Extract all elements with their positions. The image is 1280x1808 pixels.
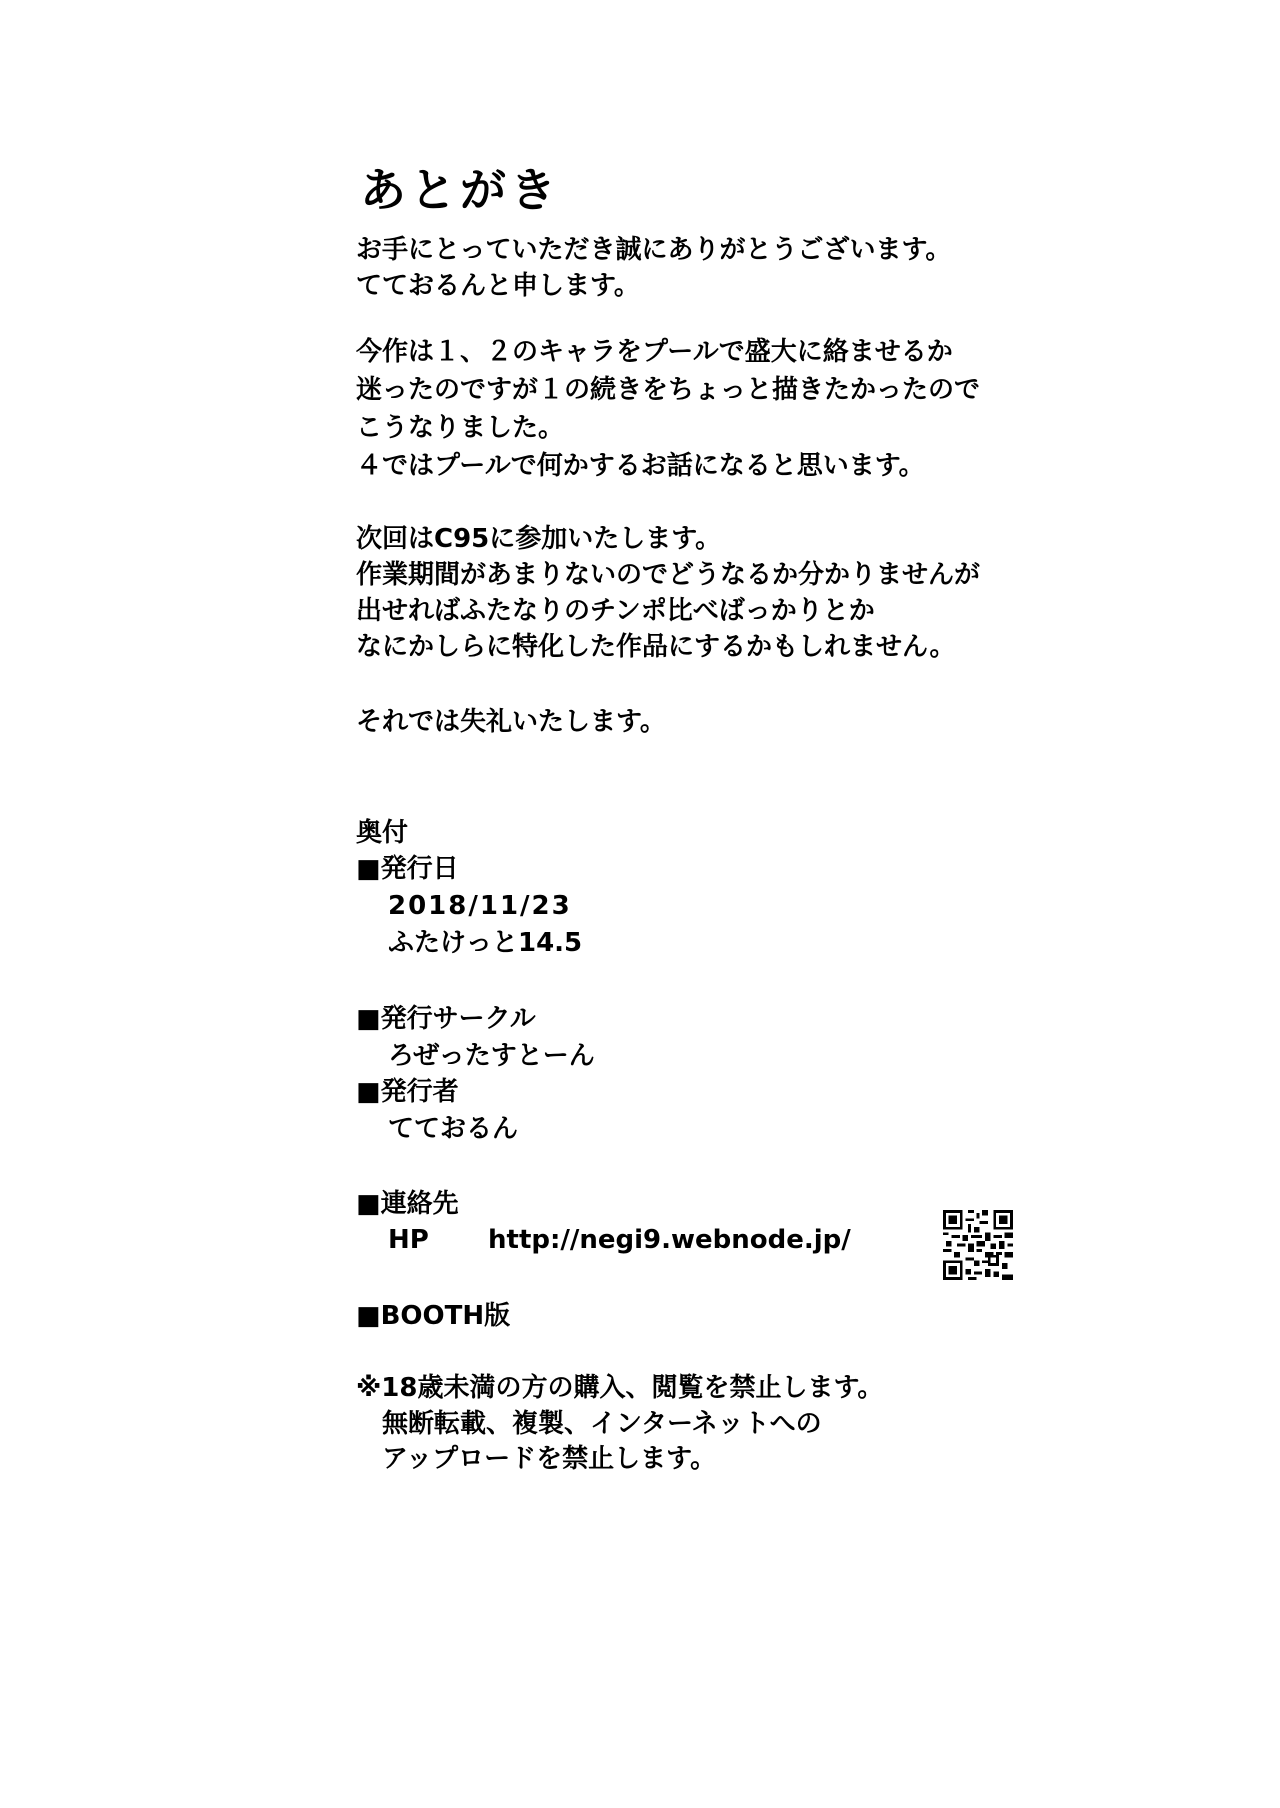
afterword-line: 作業期間があまりないのでどうなるか分かりませんが [356, 560, 981, 590]
afterword-line: こうなりました。 [356, 413, 565, 443]
homepage-link[interactable]: http://negi9.webnode.jp/ [488, 1225, 851, 1255]
circle-name: ろぜったすとーん [388, 1041, 595, 1071]
contact-label: ■連絡先 [356, 1189, 459, 1219]
colophon-heading: 奥付 [356, 818, 409, 848]
qr-code-icon [943, 1210, 1013, 1280]
notice-line: ※18歳未満の方の購入、閲覧を禁止します。 [356, 1373, 884, 1403]
circle-label: ■発行サークル [356, 1004, 536, 1034]
afterword-line: てておるんと申します。 [356, 271, 640, 301]
afterword-line: それでは失礼いたします。 [356, 707, 666, 737]
afterword-line: ４ではプールで何かするお話になると思います。 [356, 451, 925, 481]
event-name: ふたけっと14.5 [388, 928, 583, 958]
afterword-line: 次回はC95に参加いたします。 [356, 524, 722, 554]
afterword-line: 出せればふたなりのチンポ比べばっかりとか [356, 596, 875, 626]
contact-row [388, 1222, 851, 1258]
afterword-line: 今作は１、２のキャラをプールで盛大に絡ませるか [356, 337, 953, 367]
afterword-line: 迷ったのですが１の続きをちょっと描きたかったので [356, 375, 981, 405]
afterword-line: お手にとっていただき誠にありがとうございます。 [356, 235, 952, 265]
booth-label: ■BOOTH版 [356, 1301, 511, 1331]
release-date-label: ■発行日 [356, 854, 459, 884]
afterword-line: なにかしらに特化した作品にするかもしれません。 [356, 632, 956, 662]
release-date: 2018/11/23 [388, 891, 572, 921]
publisher-name: てておるん [388, 1114, 519, 1144]
hp-label: HP [388, 1225, 429, 1255]
notice-line: 無断転載、複製、インターネットへの [382, 1409, 822, 1439]
publisher-label: ■発行者 [356, 1077, 459, 1107]
notice-line: アップロードを禁止します。 [382, 1444, 717, 1474]
page-title: あとがき [360, 163, 560, 217]
